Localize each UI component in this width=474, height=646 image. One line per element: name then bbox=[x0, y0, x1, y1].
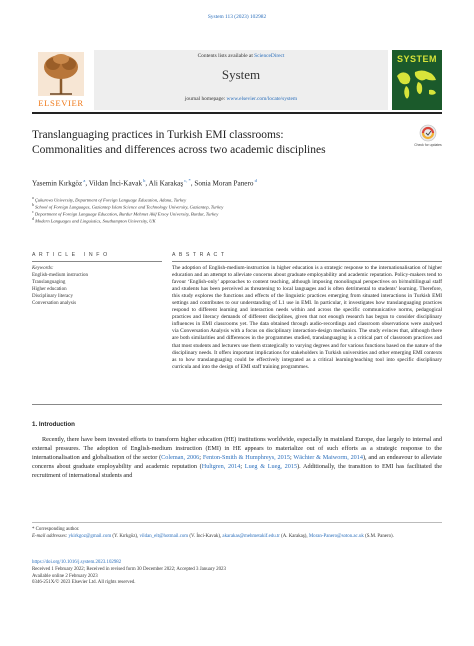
author-name[interactable]: Sonia Moran Panero bbox=[194, 179, 254, 188]
article-info-rule bbox=[32, 261, 162, 262]
cover-title: SYSTEM bbox=[396, 54, 437, 64]
masthead-divider bbox=[32, 112, 442, 114]
journal-info-box bbox=[94, 50, 388, 110]
copyright-line: 0346-251X/© 2023 Elsevier Ltd. All rights reserved. bbox=[32, 580, 136, 586]
affiliation: $^d$ Modern Languages and Linguistics, Southampton University, UK bbox=[32, 217, 156, 224]
keyword: English-medium instruction bbox=[32, 273, 88, 278]
abstract-bottom-rule bbox=[32, 404, 442, 405]
keyword: Translanguaging bbox=[32, 280, 66, 285]
crossmark-icon bbox=[414, 124, 442, 142]
email-link[interactable]: vildan_elt@hotmail.com bbox=[139, 533, 189, 539]
received-dates: Received 1 February 2022; Received in revised form 30 December 2022; Accepted 3 January 2023 bbox=[32, 566, 226, 572]
author-name[interactable]: Vildan İnci-Kavak bbox=[88, 179, 143, 188]
elsevier-wordmark: ELSEVIER bbox=[38, 98, 84, 108]
keyword: Disciplinary literacy bbox=[32, 294, 73, 299]
author-affil-mark: b bbox=[143, 178, 146, 183]
author-affil-mark: c, * bbox=[184, 178, 191, 183]
author-affil-mark: a bbox=[83, 178, 86, 183]
author-affil-mark: d bbox=[254, 178, 257, 183]
author-name[interactable]: Ali Karakaş bbox=[148, 179, 184, 188]
abstract-rule bbox=[172, 261, 442, 262]
affiliation: $^b$ School of Foreign Languages, Gaziantep Islam Science and Technology University, Gaziantep, Turkey bbox=[32, 203, 224, 210]
email-link[interactable]: akarakas@mehmetakif.edu.tr bbox=[222, 533, 280, 539]
citation-link[interactable]: Lueg & Lueg, 2015 bbox=[244, 462, 298, 470]
author-name[interactable]: Yasemin Kırkgöz bbox=[32, 179, 83, 188]
journal-reference[interactable]: System 113 (2023) 102982 bbox=[207, 14, 267, 20]
keywords-title: Keywords: bbox=[32, 266, 54, 271]
affiliation: $^c$ Department of Foreign Language Education, Burdur Mehmet Akif Ersoy University, Burdur, Turkey bbox=[32, 210, 219, 217]
journal-name: System bbox=[221, 67, 261, 82]
homepage-line: journal homepage: www.elsevier.com/locate/system bbox=[184, 96, 298, 102]
citation-link[interactable]: Fenton-Smith & Humphreys, 2015 bbox=[202, 453, 290, 461]
article-title: Translanguaging practices in Turkish EMI classrooms: Commonalities and differences across two academic disciplines bbox=[32, 129, 326, 156]
crossmark-badge[interactable] bbox=[414, 124, 442, 154]
email-addresses: E-mail addresses: ykirkgoz@gmail.com (Y. Kırkgöz), vildan_elt@hotmail.com (V. İnci-Kavak), akarakas@mehmetakif.edu.tr (A. Karakaş), Moran-Panero@soton.ac.uk (S.M. Panero). bbox=[32, 533, 394, 539]
footnotes bbox=[32, 527, 442, 540]
publication-info bbox=[32, 560, 442, 587]
contents-line: Contents lists available at ScienceDirect bbox=[197, 53, 285, 59]
citation-link[interactable]: Wächter & Maiworm, 2014 bbox=[293, 453, 363, 461]
masthead bbox=[32, 50, 442, 110]
abstract-heading: A B S T R A C T bbox=[172, 252, 226, 258]
author-list: Yasemin Kırkgöz $^a$, Vildan İnci-Kavak $^b$, Ali Karakaş $^{c, *}$, Sonia Moran Panero $^d$ bbox=[32, 178, 257, 188]
citation-link[interactable]: Hultgren, 2014 bbox=[201, 462, 241, 470]
article-info-heading: A R T I C L E I N F O bbox=[32, 252, 109, 258]
world-map-graphic bbox=[394, 66, 440, 106]
crossmark-label: Check for updates bbox=[414, 143, 442, 147]
email-link[interactable]: Moran-Panero@soton.ac.uk bbox=[308, 533, 364, 539]
footnote-rule bbox=[32, 522, 442, 523]
section-heading: 1. Introduction bbox=[32, 421, 75, 428]
email-link[interactable]: ykirkgoz@gmail.com bbox=[68, 533, 112, 539]
sciencedirect-link[interactable]: ScienceDirect bbox=[254, 53, 285, 59]
introduction-paragraph: Recently, there have been invested efforts to transform higher education (HE) institutions worldwide, especially in mainland Europe, due largely to internal and external pressures. The adoption of English-medium instruction (EMI) in HE appears to materialize out of such efforts as a strategic response to the internationalisation and globalisation of the sector (Coleman, 2006; Fenton-Smith & Humphreys, 2015; Wächter & Maiworm, 2014), and an endeavour to alleviate concerns about graduate employability and academic reputation (Hultgren, 2014; Lueg & Lueg, 2015). Additionally, the transition to EMI has facilitated the recruitment of international students and bbox=[32, 436, 442, 479]
keyword: Conversation analysis bbox=[32, 301, 77, 306]
elsevier-tree-logo bbox=[32, 50, 90, 104]
keyword: Higher education bbox=[32, 287, 67, 292]
available-online-date: Available online 2 February 2023 bbox=[32, 573, 98, 579]
affiliation: $^a$ Çukurova University, Department of Foreign Language Education, Adana, Turkey bbox=[32, 196, 187, 203]
citation-link[interactable]: Coleman, 2006 bbox=[161, 453, 200, 461]
journal-cover-thumbnail[interactable] bbox=[392, 50, 442, 110]
doi-link[interactable]: https://doi.org/10.1016/j.system.2023.102982 bbox=[32, 560, 122, 565]
corresponding-author-note: * Corresponding author. bbox=[32, 527, 80, 532]
abstract-text: The adoption of English-medium-instruction in higher education is a strategic response to the internationalisation of higher education and an attempt to alleviate concerns about graduate employability and academic reputation. Policy-makers tend to favour ‘English-only’ approaches to content teaching, although imposing monolingual perspectives on bi/multilingual staff and students has been perceived as threatening to local languages and is often detrimental to students’ learning. Therefore, this study explores the functions and effects of the linguistic practices emerging from situated interactions in Turkish EMI settings and contributes to our understanding of L1 use in EMI. In particular, it investigates how translanguaging practices respond to different learning and interaction needs within and across the specific communicative norms, pedagogical practices and literacy demands of different disciplines, given that not enough research has begun to consider disciplinary influences in EMI classrooms yet. The data obtained through audio-recordings and classroom observations were analysed via Conversation Analysis with a focus on disciplinary interaction-design mechanics. The study evinces that, although there are both similarities and differences in the programmes studied, translanguaging is a critical part of classroom practices and that most students and lecturers use them strategically to varying degrees and for various functions based on the nature of the disciplinary needs. It offers important implications for stakeholders in Turkish universities and other emerging EMI contexts as to how translanguaging could be effectively integrated as a critical learning/teaching tool into specific disciplinary curricula and into the design of EMI staff training programmes. bbox=[172, 265, 442, 370]
journal-homepage-link[interactable]: www.elsevier.com/locate/system bbox=[226, 96, 298, 102]
